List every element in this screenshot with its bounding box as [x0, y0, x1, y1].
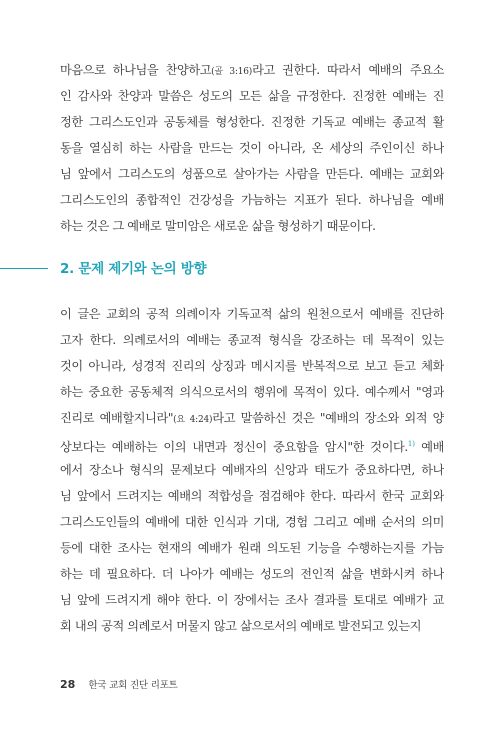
text-segment: 이 글은 교회의 공적 의례이자 기독교적 삶의 원천으로서 예배를 진단하 — [60, 307, 444, 321]
text-line — [60, 587, 444, 613]
text-segment: 하는 데 필요하다. 더 나아가 예배는 성도의 전인적 삶을 변화시켜 하나 — [60, 567, 444, 581]
text-segment: 그리스도인의 종합적인 건강성을 가늠하는 지표가 된다. 하나님을 예배 — [60, 193, 444, 207]
text-line — [60, 109, 444, 135]
text-segment: 진리로 예배할지니라" — [60, 411, 174, 425]
text-segment: 동을 열심히 하는 사람을 만드는 것이 아니라, 온 세상의 주인이신 하나 — [60, 141, 444, 155]
text-segment: 님 앞에서 드려지는 예배의 적합성을 점검해야 한다. 따라서 한국 교회와 — [60, 489, 444, 503]
scripture-reference: (골 3:16) — [211, 67, 253, 77]
text-segment: 것이 아니라, 성경적 진리의 상징과 메시지를 반복적으로 보고 듣고 체화 — [60, 359, 444, 373]
text-line — [60, 83, 444, 109]
text-line — [60, 301, 444, 327]
text-segment: 등에 대한 조사는 현재의 예배가 원래 의도된 기능을 수행하는지를 가늠 — [60, 541, 444, 555]
text-segment: 예배 — [415, 440, 444, 454]
page-number: 28 — [60, 678, 76, 691]
text-segment: 상보다는 예배하는 이의 내면과 정신이 중요함을 암시"한 것이다. — [60, 440, 408, 454]
text-segment: 인 감사와 찬양과 말씀은 성도의 모든 삶을 규정한다. 진정한 예배는 진 — [60, 89, 444, 103]
body-paragraph-1 — [60, 57, 444, 239]
text-segment: 회 내의 공적 의례로서 머물지 않고 삶으로서의 예배로 발전되고 있는지 — [60, 619, 422, 633]
text-line — [60, 57, 444, 83]
text-segment: 하는 것은 그 예배로 말미암은 새로운 삶을 형성하기 때문이다. — [60, 219, 376, 233]
text-segment: 님 앞에 드려지게 해야 한다. 이 장에서는 조사 결과를 토대로 예배가 교 — [60, 593, 444, 607]
text-segment: 그리스도인들의 예배에 대한 인식과 기대, 경험 그리고 예배 순서의 의미 — [60, 515, 444, 529]
text-segment: 라고 권한다. 따라서 예배의 주요소 — [252, 63, 444, 77]
text-segment: 하는 중요한 공동체적 의식으로서의 행위에 목적이 있다. 예수께서 "영과 — [60, 385, 444, 399]
text-line — [60, 457, 444, 483]
text-line — [60, 353, 444, 379]
text-line — [60, 161, 444, 187]
text-line — [60, 509, 444, 535]
page-footer — [60, 676, 178, 693]
text-line — [60, 379, 444, 405]
text-segment: 고자 한다. 의례로서의 예배는 종교적 형식을 강조하는 데 목적이 있는 — [60, 333, 444, 347]
text-line — [60, 535, 444, 561]
text-line — [60, 135, 444, 161]
text-segment: 에서 장소나 형식의 문제보다 예배자의 신앙과 태도가 중요하다면, 하나 — [60, 463, 444, 477]
section-divider — [0, 268, 48, 269]
text-segment: 라고 말씀하신 것은 "예배의 장소와 외적 양 — [212, 411, 444, 425]
text-line — [60, 213, 444, 239]
text-line — [60, 405, 444, 431]
running-title: 한국 교회 진단 리포트 — [88, 680, 178, 691]
text-line — [60, 483, 444, 509]
text-line — [60, 327, 444, 353]
text-segment: 마음으로 하나님을 찬양하고 — [60, 63, 212, 77]
text-line — [60, 187, 444, 213]
text-line — [60, 431, 444, 457]
text-segment: 정한 그리스도인과 공동체를 형성한다. 진정한 기독교 예배는 종교적 활 — [60, 115, 444, 129]
text-line — [60, 561, 444, 587]
footnote-marker[interactable]: 1) — [407, 440, 416, 448]
text-line — [60, 613, 444, 639]
scripture-reference: (요 4:24) — [173, 415, 213, 425]
text-segment: 님 앞에서 그리스도의 성품으로 살아가는 사람을 만든다. 예배는 교회와 — [60, 167, 444, 181]
section-heading: 2. 문제 제기와 논의 방향 — [60, 261, 207, 277]
body-paragraph-2 — [60, 301, 444, 639]
